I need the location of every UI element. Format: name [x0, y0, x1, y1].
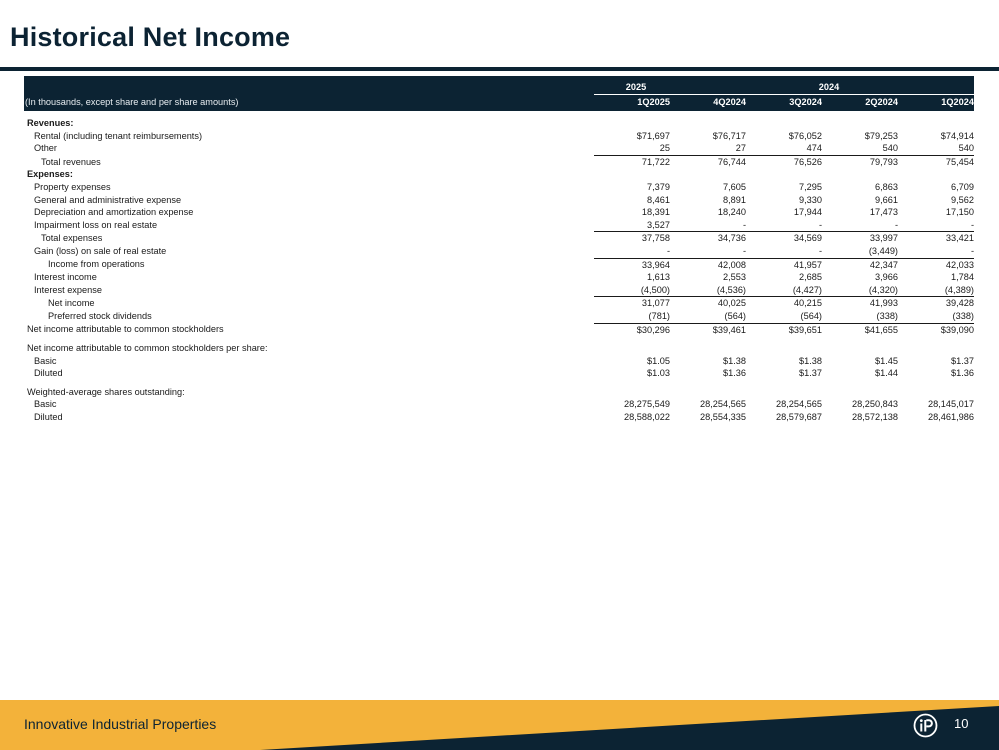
row-value: (4,389) — [898, 284, 974, 297]
table-row — [24, 355, 974, 368]
table-row — [24, 310, 974, 323]
row-value: 28,250,843 — [852, 399, 898, 410]
row-label: Preferred stock dividends — [48, 311, 152, 322]
row-label: Net income — [48, 298, 95, 309]
row-value: (338) — [822, 310, 898, 323]
row-value: 33,997 — [869, 233, 898, 244]
row-value: (564) — [746, 310, 822, 323]
row-label: Income from operations — [48, 259, 145, 270]
row-value: 28,588,022 — [624, 412, 670, 423]
table-row — [24, 386, 974, 399]
column-header: 1Q2024 — [898, 95, 974, 111]
row-value: 71,722 — [641, 156, 670, 167]
row-value — [594, 386, 670, 399]
row-value — [670, 386, 746, 399]
row-value: 28,579,687 — [776, 412, 822, 423]
row-value: 7,295 — [799, 181, 822, 192]
column-header: 3Q2024 — [746, 95, 822, 111]
row-value: (564) — [670, 310, 746, 323]
table-row — [24, 284, 974, 297]
row-value: 9,661 — [875, 194, 898, 205]
column-header: 4Q2024 — [670, 95, 746, 111]
row-value: $39,461 — [712, 324, 746, 335]
row-label: Property expenses — [34, 181, 111, 192]
table-row — [24, 271, 974, 284]
row-value — [822, 111, 898, 130]
row-value: 76,526 — [793, 156, 822, 167]
row-value: (3,449) — [822, 245, 898, 258]
row-value: 540 — [898, 142, 974, 155]
table-row — [24, 168, 974, 181]
row-label: Basic — [34, 355, 57, 366]
row-value: 7,605 — [723, 181, 746, 192]
row-value: $41,655 — [864, 324, 898, 335]
row-value: 34,736 — [717, 233, 746, 244]
row-value: 2,553 — [723, 272, 746, 283]
column-header: 2Q2024 — [822, 95, 898, 111]
row-value: $1.44 — [875, 368, 898, 379]
row-value: 39,428 — [945, 298, 974, 309]
row-value: $39,090 — [940, 324, 974, 335]
row-label: Net income attributable to common stockholders — [27, 324, 224, 335]
row-label: Interest income — [34, 272, 97, 283]
row-value: $1.37 — [799, 368, 822, 379]
row-value: (4,536) — [670, 284, 746, 297]
table-row — [24, 258, 974, 271]
row-value — [898, 342, 974, 355]
row-value — [898, 111, 974, 130]
row-value: $76,717 — [712, 130, 746, 141]
row-value: 42,008 — [717, 259, 746, 270]
row-value: 42,347 — [869, 259, 898, 270]
table-row — [24, 155, 974, 168]
row-value — [822, 342, 898, 355]
table-row — [24, 206, 974, 219]
row-value: 75,454 — [945, 156, 974, 167]
row-label: Expenses: — [27, 169, 73, 180]
table-row — [24, 219, 974, 232]
row-value: 40,215 — [793, 298, 822, 309]
row-value: $1.37 — [951, 355, 974, 366]
year-header-row — [24, 76, 974, 95]
row-value: (4,320) — [822, 284, 898, 297]
table-row — [24, 367, 974, 380]
row-label: Net income attributable to common stockholders per share: — [27, 343, 268, 354]
row-value: 33,421 — [945, 233, 974, 244]
row-label: Diluted — [34, 368, 63, 379]
row-value: 2,685 — [799, 272, 822, 283]
row-value: 41,957 — [793, 259, 822, 270]
row-value: 31,077 — [641, 298, 670, 309]
row-value: $1.38 — [723, 355, 746, 366]
row-value: $1.45 — [875, 355, 898, 366]
row-value: $79,253 — [864, 130, 898, 141]
table-row — [24, 297, 974, 310]
table-row — [24, 342, 974, 355]
row-value: (338) — [898, 310, 974, 323]
row-value: (4,427) — [746, 284, 822, 297]
row-value: 28,254,565 — [700, 399, 746, 410]
row-value: $39,651 — [788, 324, 822, 335]
row-value: 28,254,565 — [776, 399, 822, 410]
title-divider — [0, 67, 999, 71]
row-value: 25 — [594, 142, 670, 155]
row-value: - — [594, 245, 670, 258]
row-value: - — [670, 219, 746, 232]
row-value: 33,964 — [641, 259, 670, 270]
row-value — [898, 168, 974, 181]
row-value: 17,944 — [793, 207, 822, 218]
row-value: (781) — [594, 310, 670, 323]
row-value: 3,966 — [875, 272, 898, 283]
row-value: $1.05 — [647, 355, 670, 366]
iip-logo-icon — [913, 713, 938, 738]
row-value — [594, 342, 670, 355]
row-label: Rental (including tenant reimbursements) — [34, 130, 203, 141]
row-value: - — [746, 245, 822, 258]
row-value — [594, 168, 670, 181]
row-value: 28,145,017 — [928, 399, 974, 410]
row-value: - — [898, 219, 974, 232]
row-value — [746, 386, 822, 399]
row-value: $30,296 — [636, 324, 670, 335]
row-label: Gain (loss) on sale of real estate — [34, 246, 167, 257]
row-label: Weighted-average shares outstanding: — [27, 386, 185, 397]
table-row — [24, 130, 974, 143]
row-label: Depreciation and amortization expense — [34, 207, 194, 218]
table-row — [24, 323, 974, 336]
row-value: 8,891 — [723, 194, 746, 205]
row-label: Total expenses — [41, 233, 103, 244]
row-value — [746, 168, 822, 181]
column-header-row — [24, 95, 974, 111]
row-value — [746, 342, 822, 355]
row-value: 18,240 — [717, 207, 746, 218]
footer-company-name: Innovative Industrial Properties — [24, 716, 217, 732]
row-value — [898, 386, 974, 399]
table-row — [24, 111, 974, 130]
row-value: $74,914 — [940, 130, 974, 141]
row-value: (4,500) — [594, 284, 670, 297]
row-value: 28,572,138 — [852, 412, 898, 423]
row-label: Basic — [34, 399, 57, 410]
row-value: $1.36 — [723, 368, 746, 379]
table-row — [24, 411, 974, 424]
row-value: 9,330 — [799, 194, 822, 205]
row-value: 7,379 — [647, 181, 670, 192]
row-value: $1.38 — [799, 355, 822, 366]
row-value: 27 — [670, 142, 746, 155]
row-value: $1.03 — [647, 368, 670, 379]
table-row — [24, 194, 974, 207]
row-value: 540 — [822, 142, 898, 155]
row-value: 79,793 — [869, 156, 898, 167]
row-value: - — [898, 245, 974, 258]
row-value: 28,554,335 — [700, 412, 746, 423]
year-header-2025: 2025 — [594, 76, 670, 95]
row-value: 17,473 — [869, 207, 898, 218]
row-value: 37,758 — [641, 233, 670, 244]
row-value: $1.36 — [951, 368, 974, 379]
table-row — [24, 245, 974, 258]
row-value — [670, 111, 746, 130]
row-value: 40,025 — [717, 298, 746, 309]
row-value: 34,569 — [793, 233, 822, 244]
row-value: 28,461,986 — [928, 412, 974, 423]
row-label: Revenues: — [27, 118, 74, 128]
row-value: 6,863 — [875, 181, 898, 192]
row-value: 9,562 — [951, 194, 974, 205]
year-header-2024: 2024 — [670, 76, 974, 95]
table-row — [24, 181, 974, 194]
net-income-table — [24, 76, 974, 424]
row-value: 1,784 — [951, 272, 974, 283]
row-value: $71,697 — [636, 130, 670, 141]
row-value: $76,052 — [788, 130, 822, 141]
row-value — [822, 168, 898, 181]
row-value: 28,275,549 — [624, 399, 670, 410]
column-header: 1Q2025 — [594, 95, 670, 111]
row-value: 17,150 — [945, 207, 974, 218]
net-income-table-container — [24, 76, 974, 424]
row-value: - — [670, 245, 746, 258]
units-caption: (In thousands, except share and per share amounts) — [24, 95, 594, 111]
row-value: 41,993 — [869, 298, 898, 309]
row-value: 8,461 — [647, 194, 670, 205]
table-row — [24, 398, 974, 411]
row-value: 18,391 — [641, 207, 670, 218]
row-value — [670, 342, 746, 355]
table-row — [24, 232, 974, 245]
row-value: 42,033 — [945, 259, 974, 270]
row-value: 1,613 — [647, 272, 670, 283]
row-value: 6,709 — [951, 181, 974, 192]
row-value: 474 — [746, 142, 822, 155]
page-title: Historical Net Income — [10, 22, 291, 52]
row-value — [822, 386, 898, 399]
row-value — [594, 111, 670, 130]
row-value — [670, 168, 746, 181]
row-label: Other — [34, 143, 57, 154]
row-value: 3,527 — [594, 219, 670, 232]
row-label: Impairment loss on real estate — [34, 220, 158, 230]
row-label: Total revenues — [41, 156, 101, 167]
row-label: Interest expense — [34, 284, 102, 295]
page-number: 10 — [954, 716, 969, 731]
row-label: Diluted — [34, 412, 63, 423]
table-row — [24, 142, 974, 155]
row-value: 76,744 — [717, 156, 746, 167]
row-value — [746, 111, 822, 130]
row-value: - — [746, 219, 822, 232]
row-label: General and administrative expense — [34, 194, 182, 205]
row-value: - — [822, 219, 898, 232]
